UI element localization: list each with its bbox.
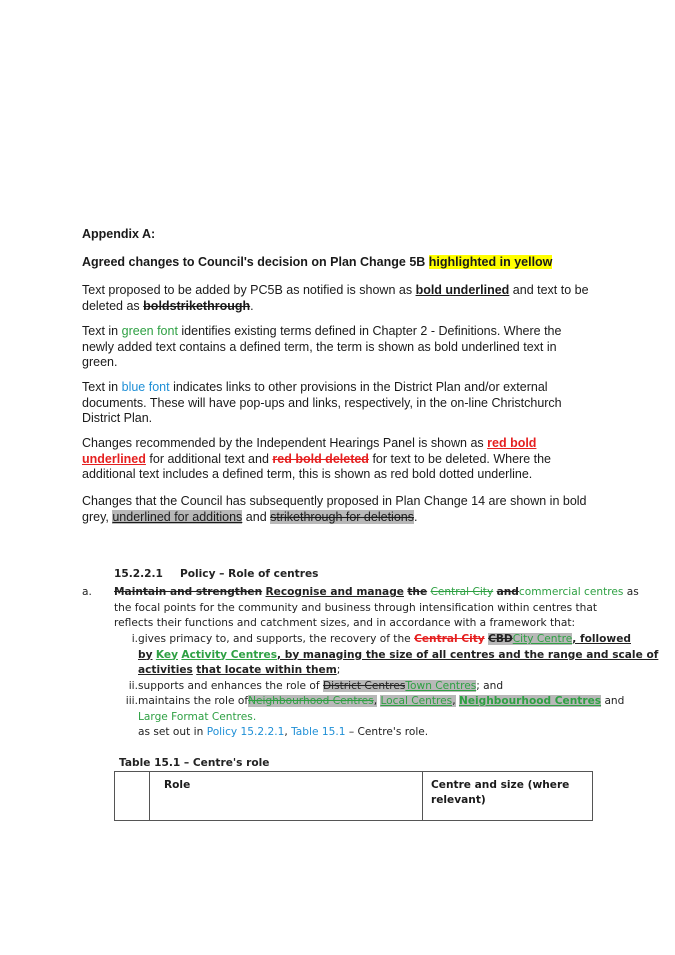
heading-highlight: highlighted in yellow <box>428 255 553 269</box>
text: maintains the role of <box>138 695 249 707</box>
table-header-cell-empty <box>115 772 150 821</box>
clause-i-line-2 <box>138 648 659 664</box>
table-header-row <box>115 772 593 821</box>
clause-a-line-3: reflects their functions and catchment sizes, and in accordance with a framework that: <box>114 617 576 629</box>
grey-underline-sample: underlined for additions <box>112 509 243 524</box>
table-caption: Table 15.1 – Centre's role <box>119 757 270 769</box>
text: indicates links to other provisions in the District Plan and/or external documents. These will have pop-ups and links, respectively, in the on-line Christchurch District Plan. <box>82 380 562 425</box>
text: as set out in <box>138 726 204 738</box>
green-font-sample: green font <box>121 324 178 338</box>
text: and text to be deleted as <box>82 283 589 313</box>
added-term: activities <box>138 664 193 676</box>
text: Changes recommended by the Independent Hearings Panel is shown as <box>82 436 484 450</box>
strikethrough-sample: strikethrough <box>169 298 251 313</box>
text: as <box>626 586 639 598</box>
heading-text: Agreed changes to Council's decision on Plan Change 5B <box>82 255 426 269</box>
text: Text in <box>82 380 119 394</box>
centres-table <box>114 771 593 821</box>
clause-footer <box>138 725 608 741</box>
defined-term: commercial centres <box>518 586 624 598</box>
text: , <box>284 726 288 738</box>
clause-i-marker: i. <box>131 633 138 645</box>
clause-iii <box>138 694 625 741</box>
clause-a <box>114 585 639 632</box>
text: , <box>373 695 378 707</box>
deleted-term: Central City <box>430 586 494 598</box>
clause-i-line-3 <box>138 663 608 679</box>
table-header-centre-size: Centre and size (where relevant) <box>423 772 593 821</box>
added-term: Key <box>155 648 178 661</box>
clause-ii <box>138 679 503 695</box>
council-deleted-term: Neighbourhood Centres <box>248 695 374 707</box>
table-link[interactable]: Table 15.1 <box>291 726 346 738</box>
text: identifies existing terms defined in Chapter 2 - Definitions. Where the newly added text contains a defined term, the term is shown as bold underlined text in green. <box>82 324 562 369</box>
council-added-term: Neighbourhood Centres <box>458 695 602 707</box>
text: gives primacy to, and supports, the recovery of the <box>138 633 411 645</box>
policy-link[interactable]: Policy 15.2.2.1 <box>206 726 285 738</box>
council-added-term: City Centre <box>512 633 573 645</box>
added-text: , followed <box>572 633 631 645</box>
legend-paragraph-3 <box>82 380 572 427</box>
added-text: Recognise and manage <box>265 586 404 598</box>
text: . <box>250 298 254 313</box>
legend-paragraph-5 <box>82 494 602 525</box>
clause-iii-line-1 <box>138 694 625 710</box>
clause-a-line-2: the focal points for the community and business through intensification within centres that <box>114 601 598 614</box>
deleted-text: Maintain and strengthen <box>114 586 263 598</box>
text: for additional text and <box>149 451 269 466</box>
bold-underlined-sample: bold underlined <box>415 283 510 297</box>
text: Text proposed to be added by PC5B as notified is shown as <box>82 283 413 297</box>
panel-deleted-text: Central City <box>414 633 485 645</box>
legend-paragraph-1 <box>82 283 602 314</box>
deleted-text: and <box>496 586 519 598</box>
clause-a-marker: a. <box>82 586 92 598</box>
policy-number: 15.2.2.1 <box>114 568 163 580</box>
added-text: by <box>138 648 153 661</box>
clause-i-line-1 <box>138 632 631 648</box>
clause-ii-marker: ii. <box>128 680 138 692</box>
clause-i <box>138 632 659 679</box>
council-deleted-text: CBD <box>488 633 513 645</box>
appendix-title: Appendix A: <box>82 227 156 241</box>
blue-font-sample: blue font <box>121 380 170 394</box>
red-underlined-sample: red bold underlined <box>82 436 537 466</box>
text: and <box>245 509 267 524</box>
council-added-term: Town Centres <box>405 680 477 692</box>
text: – Centre's role. <box>348 726 429 738</box>
text: Changes that the Council has subsequently proposed in Plan Change 14 are shown in bold grey, <box>82 494 587 524</box>
text: supports and enhances the role of <box>138 680 320 692</box>
legend-paragraph-2 <box>82 324 572 371</box>
text: Text in <box>82 324 119 338</box>
text: , <box>452 695 456 707</box>
clause-a-line-1 <box>114 585 639 601</box>
added-text: that locate within them <box>196 664 337 676</box>
clause-iii-marker: iii. <box>125 695 138 707</box>
text: for text to be deleted. Where the additional text includes a defined term, this is shown as red bold dotted underline. <box>82 451 552 481</box>
table-header-role: Role <box>150 772 423 821</box>
deleted-text: the <box>407 586 428 598</box>
text: and <box>604 695 625 707</box>
red-deleted-sample: red bold deleted <box>272 451 369 466</box>
text: ; and <box>476 680 504 692</box>
council-added-term: Local Centres <box>380 695 453 707</box>
policy-title: Policy – Role of centres <box>180 568 319 580</box>
added-text: , by managing the size of all centres and the range and scale of <box>277 648 659 661</box>
legend-paragraph-4 <box>82 436 572 483</box>
bold-sample: bold <box>143 298 170 313</box>
appendix-heading <box>82 255 552 271</box>
defined-term: Large Format Centres. <box>138 710 257 723</box>
grey-strikethrough-sample: strikethrough for deletions <box>270 509 414 524</box>
added-term: Activity Centres <box>181 648 278 661</box>
text: . <box>413 509 418 524</box>
council-deleted-term: District Centres <box>323 680 406 692</box>
text: ; <box>336 664 341 676</box>
